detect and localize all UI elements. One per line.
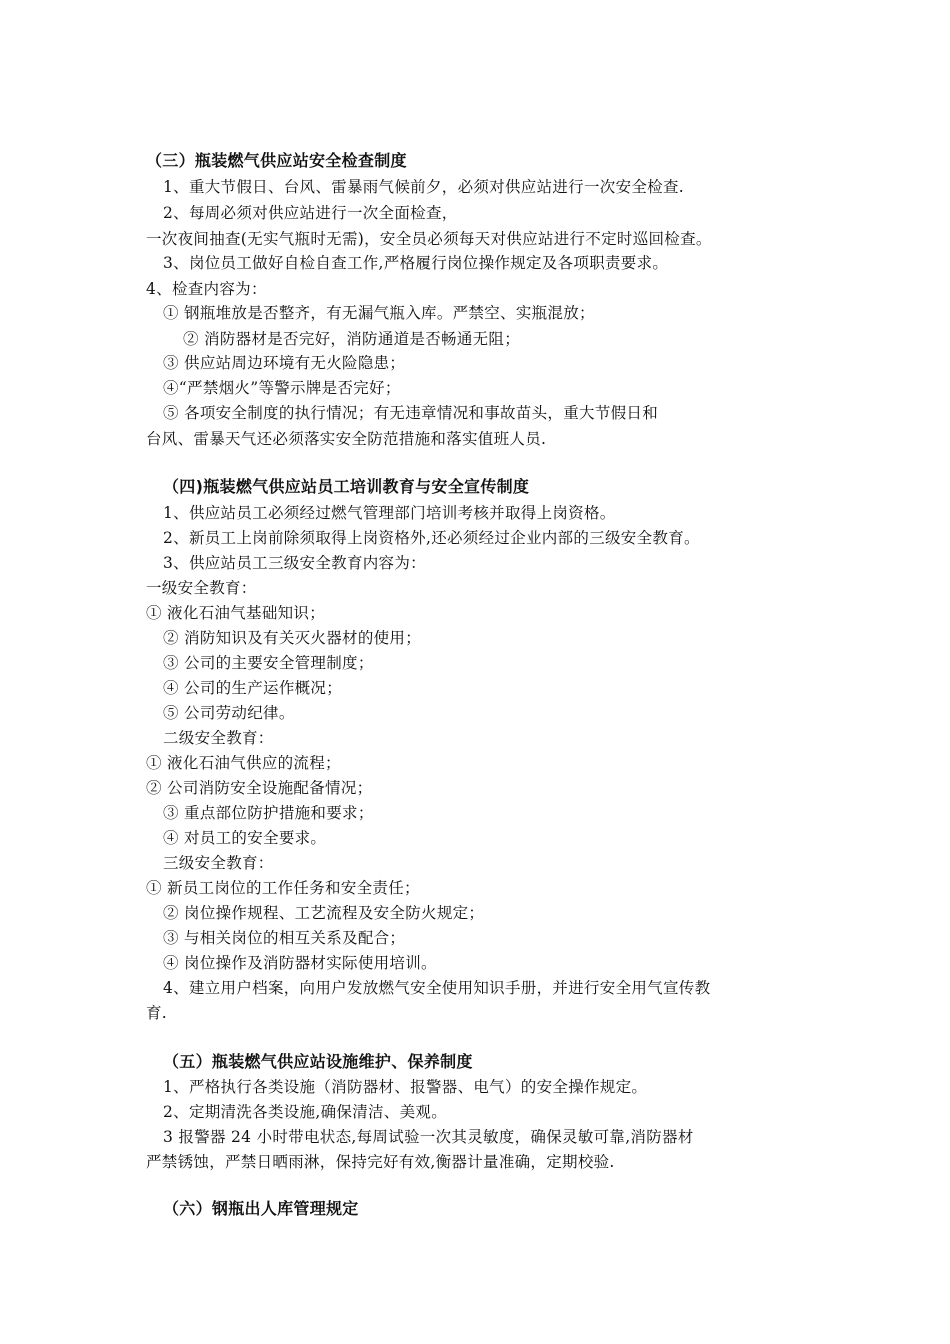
section-5-item-3-cont: 严禁锈蚀，严禁日晒雨淋，保持完好有效,衡器计量准确，定期校验. xyxy=(146,1153,615,1171)
section-3-item-1: 1、重大节假日、台风、雷暴雨气候前夕，必须对供应站进行一次安全检查. xyxy=(163,178,684,196)
section-4-item-4-cont: 育. xyxy=(146,1004,168,1022)
check-item-3: ③ 供应站周边环境有无火险隐患； xyxy=(163,354,406,372)
section-5-item-1: 1、严格执行各类设施（消防器材、报警器、电气）的安全操作规定。 xyxy=(163,1078,648,1096)
level-2-item-2: ② 公司消防安全设施配备情况； xyxy=(146,779,373,797)
section-5-title: （五）瓶装燃气供应站设施维护、保养制度 xyxy=(163,1052,473,1071)
section-5-item-3: 3 报警器 24 小时带电状态,每周试验一次其灵敏度，确保灵敏可靠,消防器材 xyxy=(163,1128,694,1146)
level-1-item-1: ① 液化石油气基础知识； xyxy=(146,604,326,622)
level-1-item-3: ③ 公司的主要安全管理制度； xyxy=(163,654,374,672)
section-3-item-4: 4、检查内容为： xyxy=(146,280,267,298)
level-2-item-1: ① 液化石油气供应的流程； xyxy=(146,754,341,772)
level-2-item-4: ④ 对员工的安全要求。 xyxy=(163,829,327,847)
section-4-item-4: 4、建立用户档案，向用户发放燃气安全使用知识手册，并进行安全用气宣传教 xyxy=(163,979,711,997)
level-3-item-2: ② 岗位操作规程、工艺流程及安全防火规定； xyxy=(163,904,485,922)
section-4-item-3: 3、供应站员工三级安全教育内容为： xyxy=(163,554,426,572)
level-1-heading: 一级安全教育： xyxy=(146,579,257,597)
section-3-item-2: 2、每周必须对供应站进行一次全面检查， xyxy=(163,204,458,222)
level-1-item-5: ⑤ 公司劳动纪律。 xyxy=(163,704,295,722)
level-3-heading: 三级安全教育： xyxy=(163,854,274,872)
check-item-2: ② 消防器材是否完好，消防通道是否畅通无阻； xyxy=(183,330,521,348)
section-6-title: （六）钢瓶出人库管理规定 xyxy=(163,1199,359,1218)
level-3-item-3: ③ 与相关岗位的相互关系及配合； xyxy=(163,929,406,947)
check-item-4: ④“严禁烟火”等警示牌是否完好； xyxy=(163,379,401,397)
section-3-title: （三）瓶装燃气供应站安全检查制度 xyxy=(146,151,407,170)
section-4-item-2: 2、新员工上岗前除须取得上岗资格外,还必须经过企业内部的三级安全教育。 xyxy=(163,529,700,547)
level-3-item-1: ① 新员工岗位的工作任务和安全责任； xyxy=(146,879,420,897)
check-item-5-cont: 台风、雷暴天气还必须落实安全防范措施和落实值班人员. xyxy=(146,430,547,448)
level-1-item-4: ④ 公司的生产运作概况； xyxy=(163,679,343,697)
level-1-item-2: ② 消防知识及有关灭火器材的使用； xyxy=(163,629,422,647)
level-2-item-3: ③ 重点部位防护措施和要求； xyxy=(163,804,374,822)
level-2-heading: 二级安全教育： xyxy=(163,729,274,747)
section-5-item-2: 2、定期清洗各类设施,确保清洁、美观。 xyxy=(163,1103,447,1121)
check-item-1: ① 钢瓶堆放是否整齐，有无漏气瓶入库。严禁空、实瓶混放； xyxy=(163,304,595,322)
level-3-item-4: ④ 岗位操作及消防器材实际使用培训。 xyxy=(163,954,437,972)
section-4-title: （四)瓶装燃气供应站员工培训教育与安全宣传制度 xyxy=(163,477,530,496)
section-4-item-1: 1、供应站员工必须经过燃气管理部门培训考核并取得上岗资格。 xyxy=(163,504,616,522)
check-item-5: ⑤ 各项安全制度的执行情况；有无违章情况和事故苗头，重大节假日和 xyxy=(163,404,659,422)
section-3-item-2-cont: 一次夜间抽查(无实气瓶时无需)，安全员必须每天对供应站进行不定时巡回检查。 xyxy=(146,230,712,248)
section-3-item-3: 3、岗位员工做好自检自查工作,严格履行岗位操作规定及各项职责要求。 xyxy=(163,254,669,272)
